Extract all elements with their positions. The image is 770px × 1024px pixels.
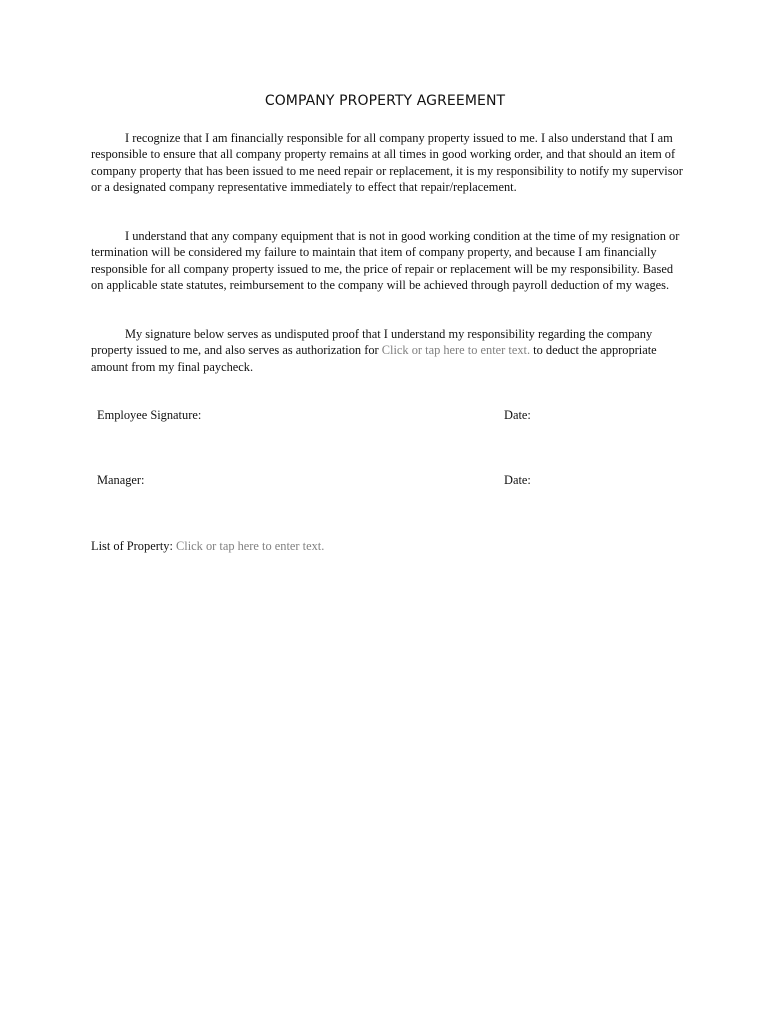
authorization-amount-field[interactable]: Click or tap here to enter text. (381, 343, 531, 358)
paragraph-text-start: My signature below serves as undisputed proof that I understand my responsibility regarding the company property issued to me, and also serves as authorization for (91, 327, 653, 358)
employee-signature-label: Employee Signature: (97, 408, 202, 422)
paragraph-financial-responsibility: I recognize that I am financially responsible for all company property issued to me. I also understand that I am responsible to ensure that all company property remains at all times in good working order, and that should an item of company property that has been issued to me need repair or replacement, it is my responsibility to notify my supervisor or a designated company representative immediately to effect that repair/replacement. (91, 131, 683, 195)
property-list-field[interactable]: Click or tap here to enter text. (176, 539, 325, 553)
manager-date-label: Date: (504, 473, 531, 487)
document-title: COMPANY PROPERTY AGREEMENT (264, 93, 506, 109)
manager-signature-label: Manager: (97, 473, 145, 487)
property-list-label: List of Property: (91, 539, 177, 553)
paragraph-signature-authorization (91, 326, 685, 375)
employee-date-label: Date: (504, 408, 531, 422)
paragraph-text-end: to deduct the appropriate amount from my final paycheck. (91, 343, 657, 374)
paragraph-equipment-condition: I understand that any company equipment that is not in good working condition at the time of my resignation or termination will be considered my failure to maintain that item of company property, and because I am financially responsible for all company property issued to me, the price of repair or replacement will be my responsibility. Based on applicable state statutes, reimbursement to the company will be achieved through payroll deduction of my wages. (91, 229, 680, 293)
property-list-row (91, 539, 324, 554)
